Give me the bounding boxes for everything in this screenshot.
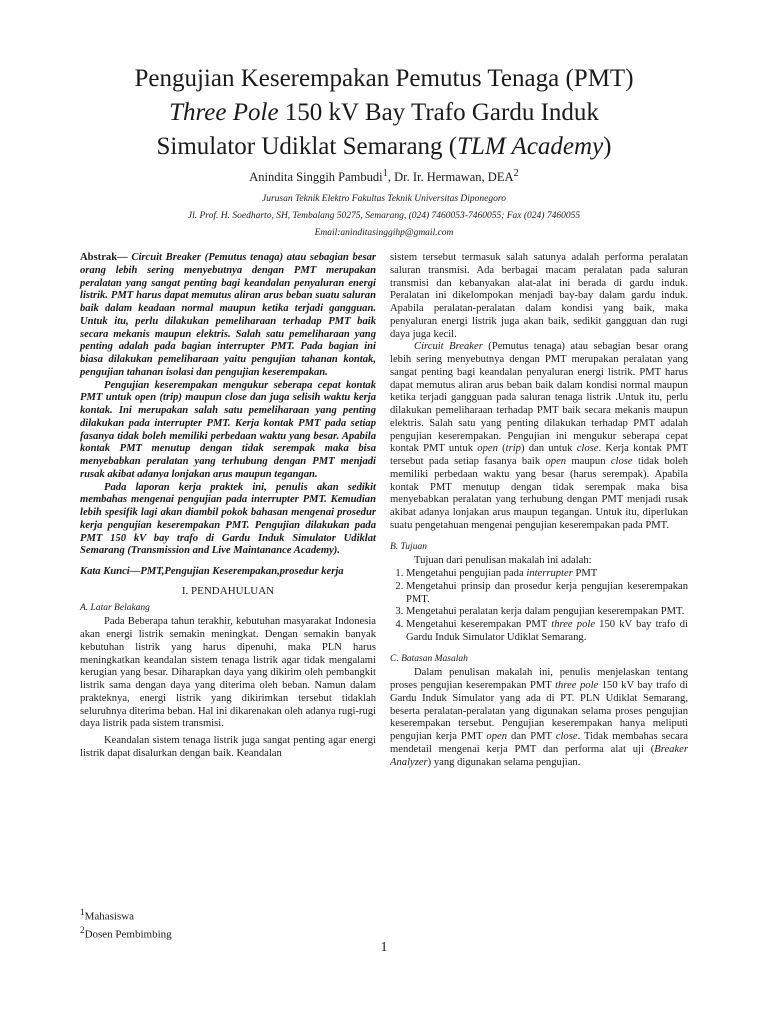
left-column	[80, 252, 376, 761]
batasan-open: open	[486, 731, 508, 742]
right-column	[390, 252, 688, 769]
cb-maupun: maupun	[566, 456, 611, 467]
abstract-paragraph-3: Pada laporan kerja praktek ini, penulis akan sedikit membahas mengenai pengujian pada interrupter PMT. Kemudian lebih spesifik lagi akan diambil pokok bahasan mengenai prosedur kerja pengujian keserempakan PMT. Pengujian dilakukan pada PMT 150 kV bay trafo di Gardu Induk Simulator Udiklat Semarang (Transmission and Live Maintanance Academy).	[80, 481, 376, 557]
author-1: Anindita Singgih Pambudi	[249, 170, 383, 185]
title-line-2	[40, 96, 728, 130]
title-line-3-post: )	[603, 133, 612, 160]
body-paragraph-continued: sistem tersebut termasuk salah satunya adalah performa peralatan saluran transmisi. Ada berbagai macam peralatan pada saluran transmisi dan kebanyakan alat-alat ini berada di gardu induk. Peralatan ini dikelompokan menjadi bay-bay dalam gardu induk. Apabila peralatan-peralatan dalam kondisi yang baik, maka penyaluran energi listrik juga akan baik, sedikit gangguan dan rugi daya juga kecil.	[390, 252, 688, 340]
goal-item: 3. Mengetahui peralatan kerja dalam pengujian keserempakan PMT.	[406, 606, 688, 619]
cb-text-2: . Kerja kontak PMT tersebut pada setiap fasanya baik	[390, 443, 688, 467]
footnotes	[80, 906, 172, 941]
goal-item	[406, 568, 688, 581]
cb-and: ) dan untuk	[520, 443, 577, 455]
footnote-2	[80, 924, 172, 942]
footnote-1-number: 1	[80, 907, 85, 917]
batasan-italic: three pole	[555, 680, 599, 691]
cb-italic: Circuit Breaker	[414, 341, 483, 353]
abstract-paragraph-1	[80, 252, 376, 380]
spacer	[80, 558, 376, 566]
body-paragraph-2: Keandalan sistem tenaga listrik juga sangat penting agar energi listrik dapat disalurkan dengan baik. Keandalan	[80, 735, 376, 759]
page-number: 1	[380, 940, 388, 955]
title-line-3-pre: Simulator Udiklat Semarang (	[156, 133, 458, 160]
tujuan-intro: Tujuan dari penulisan makalah ini adalah:	[414, 555, 592, 567]
title-line-2-rest: 150 kV Bay Trafo Gardu Induk	[278, 99, 599, 126]
author-2-footnote-mark: 2	[513, 168, 519, 179]
batasan-end: ) yang digunakan selama pengujian.	[427, 756, 581, 768]
batasan-close: close	[555, 731, 578, 742]
abstract-label: Abstrak—	[80, 252, 128, 263]
subsection-heading-latar-belakang: A. Latar Belakang	[80, 602, 150, 613]
keywords-label: Kata Kunci—	[80, 566, 141, 577]
cb-text-1: (Pemutus tenaga) atau sebagian besar orang lebih sering menyebutnya dengan PMT merupakan peralatan yang sangat penting bagi keandalan penyaluran energi listrik. PMT harus dapat memutus aliran arus beban baik dalam kondisi normal maupun ketika terjadi gangguan pada saluran tenaga listrik .Untuk itu, perlu dilakukan pemeliharaan terhadap PMT baik secara mekanis maupun elektris. Salah satu yang penting dilakukan terhadap PMT adalah pengujian keserempakan. Pengujian ini mengukur seberapa cepat kontak PMT untuk	[390, 341, 689, 455]
cb-trip: trip	[505, 443, 521, 455]
goal-item: 2. Mengetahui prinsip dan prosedur kerja pengujian keserempakan PMT.	[406, 581, 688, 607]
cb-open-2: open	[545, 456, 567, 467]
author-separator: ,	[387, 170, 395, 185]
subsection-heading-tujuan: B. Tujuan	[390, 541, 427, 552]
title-line-1: Pengujian Keserempakan Pemutus Tenaga (PMT)	[134, 65, 634, 92]
title-line-2-italic: Three Pole	[169, 99, 279, 126]
author-1-footnote-mark: 1	[382, 168, 388, 179]
footnote-1-text: Mahasiswa	[84, 910, 135, 923]
affiliation-dept: Jurusan Teknik Elektro Fakultas Teknik Universitas Diponegoro	[262, 194, 506, 204]
footnote-2-text: Dosen Pembimbing	[84, 928, 172, 941]
cb-open: open	[477, 443, 498, 455]
footnote-1	[80, 906, 172, 924]
goal-4-post: 150 kV bay trafo di Gardu Induk Simulator Udiklat Semarang.	[406, 619, 688, 643]
paper-title	[40, 62, 728, 164]
footnote-2-number: 2	[80, 924, 85, 935]
author-2: Dr. Ir. Hermawan, DEA	[394, 170, 514, 185]
abstract-paragraph-2: Pengujian keserempakan mengukur seberapa cepat kontak PMT untuk open (trip) maupun close dan juga selisih waktu kerja kontak. Ini merupakan salah satu pemeliharaan yang penting dilakukan pada interrupter PMT. Kerja kontak PMT pada setiap fasanya tidak boleh memiliki perbedaan waktu yang besar. Apabila kontak PMT menutup dengan tidak serempak maka bisa menyebabkan peralatan yang terhubung dengan PMT menjadi rusak akibat adanya lonjakan arus maupun tegangan.	[80, 379, 376, 480]
body-paragraph-circuit-breaker	[390, 341, 688, 532]
cb-text-3: tidak boleh memiliki perbedaan waktu yang besar (harus serempak). Apabila kontak PMT menutup dengan tidak serempak maka bisa menyebabkan peralatan yang terhubung dengan PMT menjadi rusak akibat adanya lonjakan arus maupun tegangan. Untuk itu, diperlukan suatu pengetahuan mengenai pengujian keserempakan pada PMT.	[390, 456, 688, 531]
affiliation-address: Jl. Prof. H. Soedharto, SH, Tembalang 50275, Semarang, (024) 7460053-7460055; Fax (024) 7460055	[187, 211, 581, 221]
body-paragraph-batasan	[390, 667, 688, 769]
batasan-post: . Tidak membahas secara mendetail mengenai kerja PMT dan performa alat uji (	[390, 731, 688, 755]
author-list	[40, 168, 728, 185]
goals-list	[390, 568, 688, 645]
batasan-mid: 150 kV bay trafo di Gardu Induk Simulator yang ada di PT. PLN Udiklat Semarang, beserta peralatan-peralatan yang digunakan selama proses pengujian keserempakan tersebut. Pengujian keserempakan hanya meliputi pengujian kerja PMT	[390, 680, 688, 742]
cb-close: close	[576, 443, 599, 455]
goal-4-italic: three pole	[551, 619, 596, 630]
abstract-text-1: Circuit Breaker (Pemutus tenaga) atau sebagian besar orang lebih sering menyebutnya dengan PMT merupakan peralatan yang sangat penting bagi keandalan penyaluran energi listrik. PMT harus dapat memutus aliran arus beban suatu saluran baik dalam keadaan normal maupun ketika terjadi gangguan. Untuk itu, perlu dilakukan pemeliharaan terhadap PMT baik secara mekanis maupun elektris. Salah satu pemeliharaan yang penting adalah pada bagian interrupter PMT. Pada bagian ini biasa dilakukan pemeliharaan yaitu pengujian tahanan kontak, pengujian tahanan isolasi dan pengujian keserempakan.	[80, 252, 376, 378]
goal-1-italic: interrupter	[526, 568, 573, 579]
batasan-pre: Dalam penulisan makalah ini, penulis menjelaskan tentang proses pengujian keserempakan PMT	[390, 667, 688, 691]
title-line-3	[40, 130, 728, 164]
cb-paren-open: (	[497, 443, 506, 455]
subsection-heading-batasan-masalah: C. Batasan Masalah	[390, 653, 468, 664]
body-paragraph-1: Pada Beberapa tahun terakhir, kebutuhan masyarakat Indonesia akan energi listrik semakin meningkat. Dengan semakin banyak kebutuhan listrik yang harus dipenuhi, maka PLN harus meningkatkan keandalan sistem tenaga listrik agar tidak mengalami kerugian yang besar. Diharapkan daya yang dikirim oleh pembangkit listrik sama dengan daya yang diterima oleh beban. Namun dalam prakteknya, energi listrik yang dikirimkan tersebut tidaklah seluruhnya diterima beban. Hal ini dikarenakan oleh adanya rugi-rugi daya listrik pada sistem transmisi.	[80, 616, 376, 730]
batasan-dan: dan PMT	[507, 731, 556, 742]
goal-1-pre: Mengetahui pengujian pada	[406, 568, 527, 579]
goal-item	[406, 619, 688, 645]
title-line-3-italic: TLM Academy	[457, 133, 604, 160]
goal-1-post: PMT	[572, 568, 598, 579]
keywords-text: PMT,Pengujian Keserempakan,prosedur kerja	[140, 566, 344, 577]
goal-4-pre: Mengetahui keserempakan PMT	[406, 619, 552, 630]
keywords	[80, 566, 376, 579]
section-heading-pendahuluan: I. PENDAHULUAN	[181, 584, 275, 597]
affiliation-email[interactable]: Email:aninditasinggihp@gmail.com	[314, 228, 454, 238]
cb-close-2: close	[610, 456, 633, 467]
batasan-breaker: Breaker Analyzer	[390, 743, 688, 768]
